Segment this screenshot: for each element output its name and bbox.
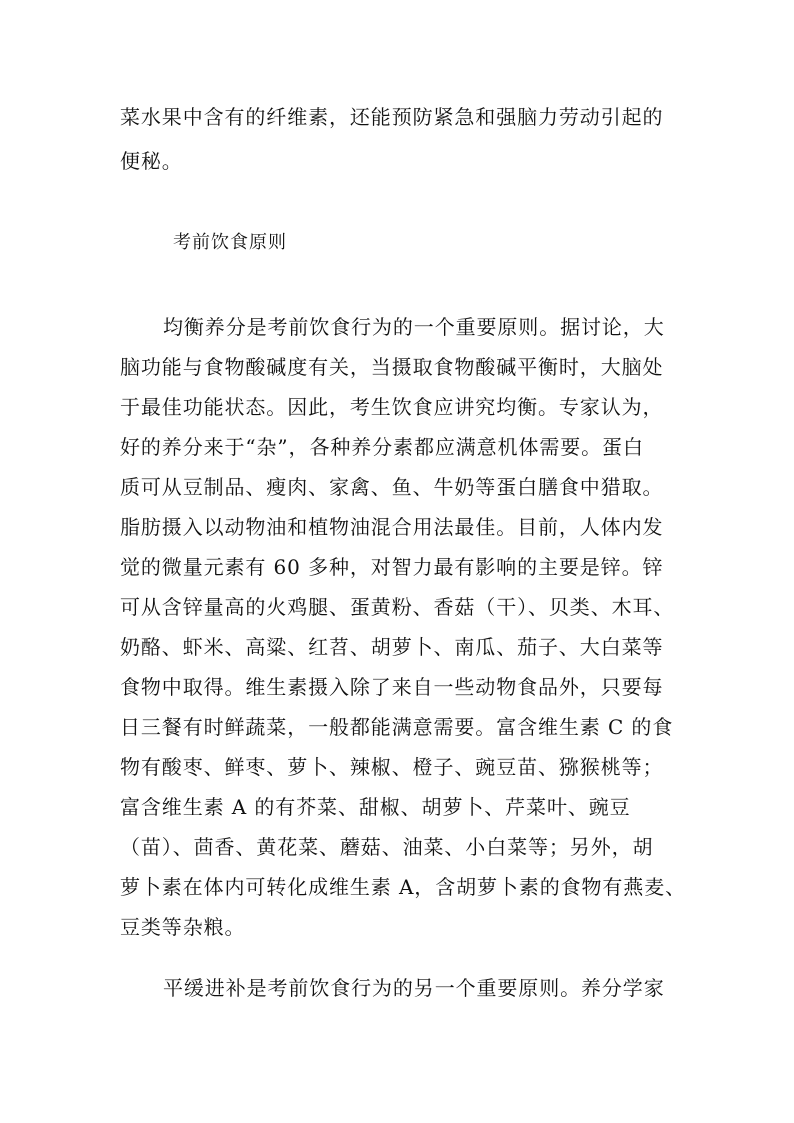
body-text-line: 日三餐有时鲜蔬菜，一般都能满意需要。富含维生素 C 的食 xyxy=(120,715,674,739)
body-text-line: 物有酸枣、鲜枣、萝卜、辣椒、橙子、豌豆苗、猕猴桃等； xyxy=(120,755,664,779)
body-text-line: 好的养分来于“杂”，各种养分素都应满意机体需要。蛋白 xyxy=(120,435,644,459)
body-text-line: 可从含锌量高的火鸡腿、蛋黄粉、香菇（干）、贝类、木耳、 xyxy=(120,595,675,619)
body-text-line: 奶酪、虾米、高粱、红苕、胡萝卜、南瓜、茄子、大白菜等 xyxy=(120,635,664,659)
body-text-line: 质可从豆制品、瘦肉、家禽、鱼、牛奶等蛋白膳食中猎取。 xyxy=(120,475,664,499)
body-text-line: 豆类等杂粮。 xyxy=(120,915,246,939)
paragraph-first-line: 平缓进补是考前饮食行为的另一个重要原则。养分学家 xyxy=(163,976,665,1000)
body-text-line: （苗）、茴香、黄花菜、蘑菇、油菜、小白菜等；另外，胡 xyxy=(120,835,654,859)
body-text-line: 脂肪摄入以动物油和植物油混合用法最佳。目前，人体内发 xyxy=(120,515,664,539)
body-text-line: 富含维生素 A 的有芥菜、甜椒、胡萝卜、芹菜叶、豌豆 xyxy=(120,795,631,819)
body-text-line: 菜水果中含有的纤维素，还能预防紧急和强脑力劳动引起的 xyxy=(120,105,664,129)
body-text-line: 萝卜素在体内可转化成维生素 A，含胡萝卜素的食物有燕麦、 xyxy=(120,875,687,899)
section-heading: 考前饮食原则 xyxy=(173,232,287,253)
body-text-line: 于最佳功能状态。因此，考生饮食应讲究均衡。专家认为， xyxy=(120,395,664,419)
paragraph-first-line: 均衡养分是考前饮食行为的一个重要原则。据讨论，大 xyxy=(163,315,665,339)
body-text-line: 食物中取得。维生素摄入除了来自一些动物食品外，只要每 xyxy=(120,675,664,699)
body-text-line: 脑功能与食物酸碱度有关，当摄取食物酸碱平衡时，大脑处 xyxy=(120,355,664,379)
body-text-line: 觉的微量元素有 60 多种，对智力最有影响的主要是锌。锌 xyxy=(120,555,664,579)
body-text-line: 便秘。 xyxy=(120,149,183,173)
